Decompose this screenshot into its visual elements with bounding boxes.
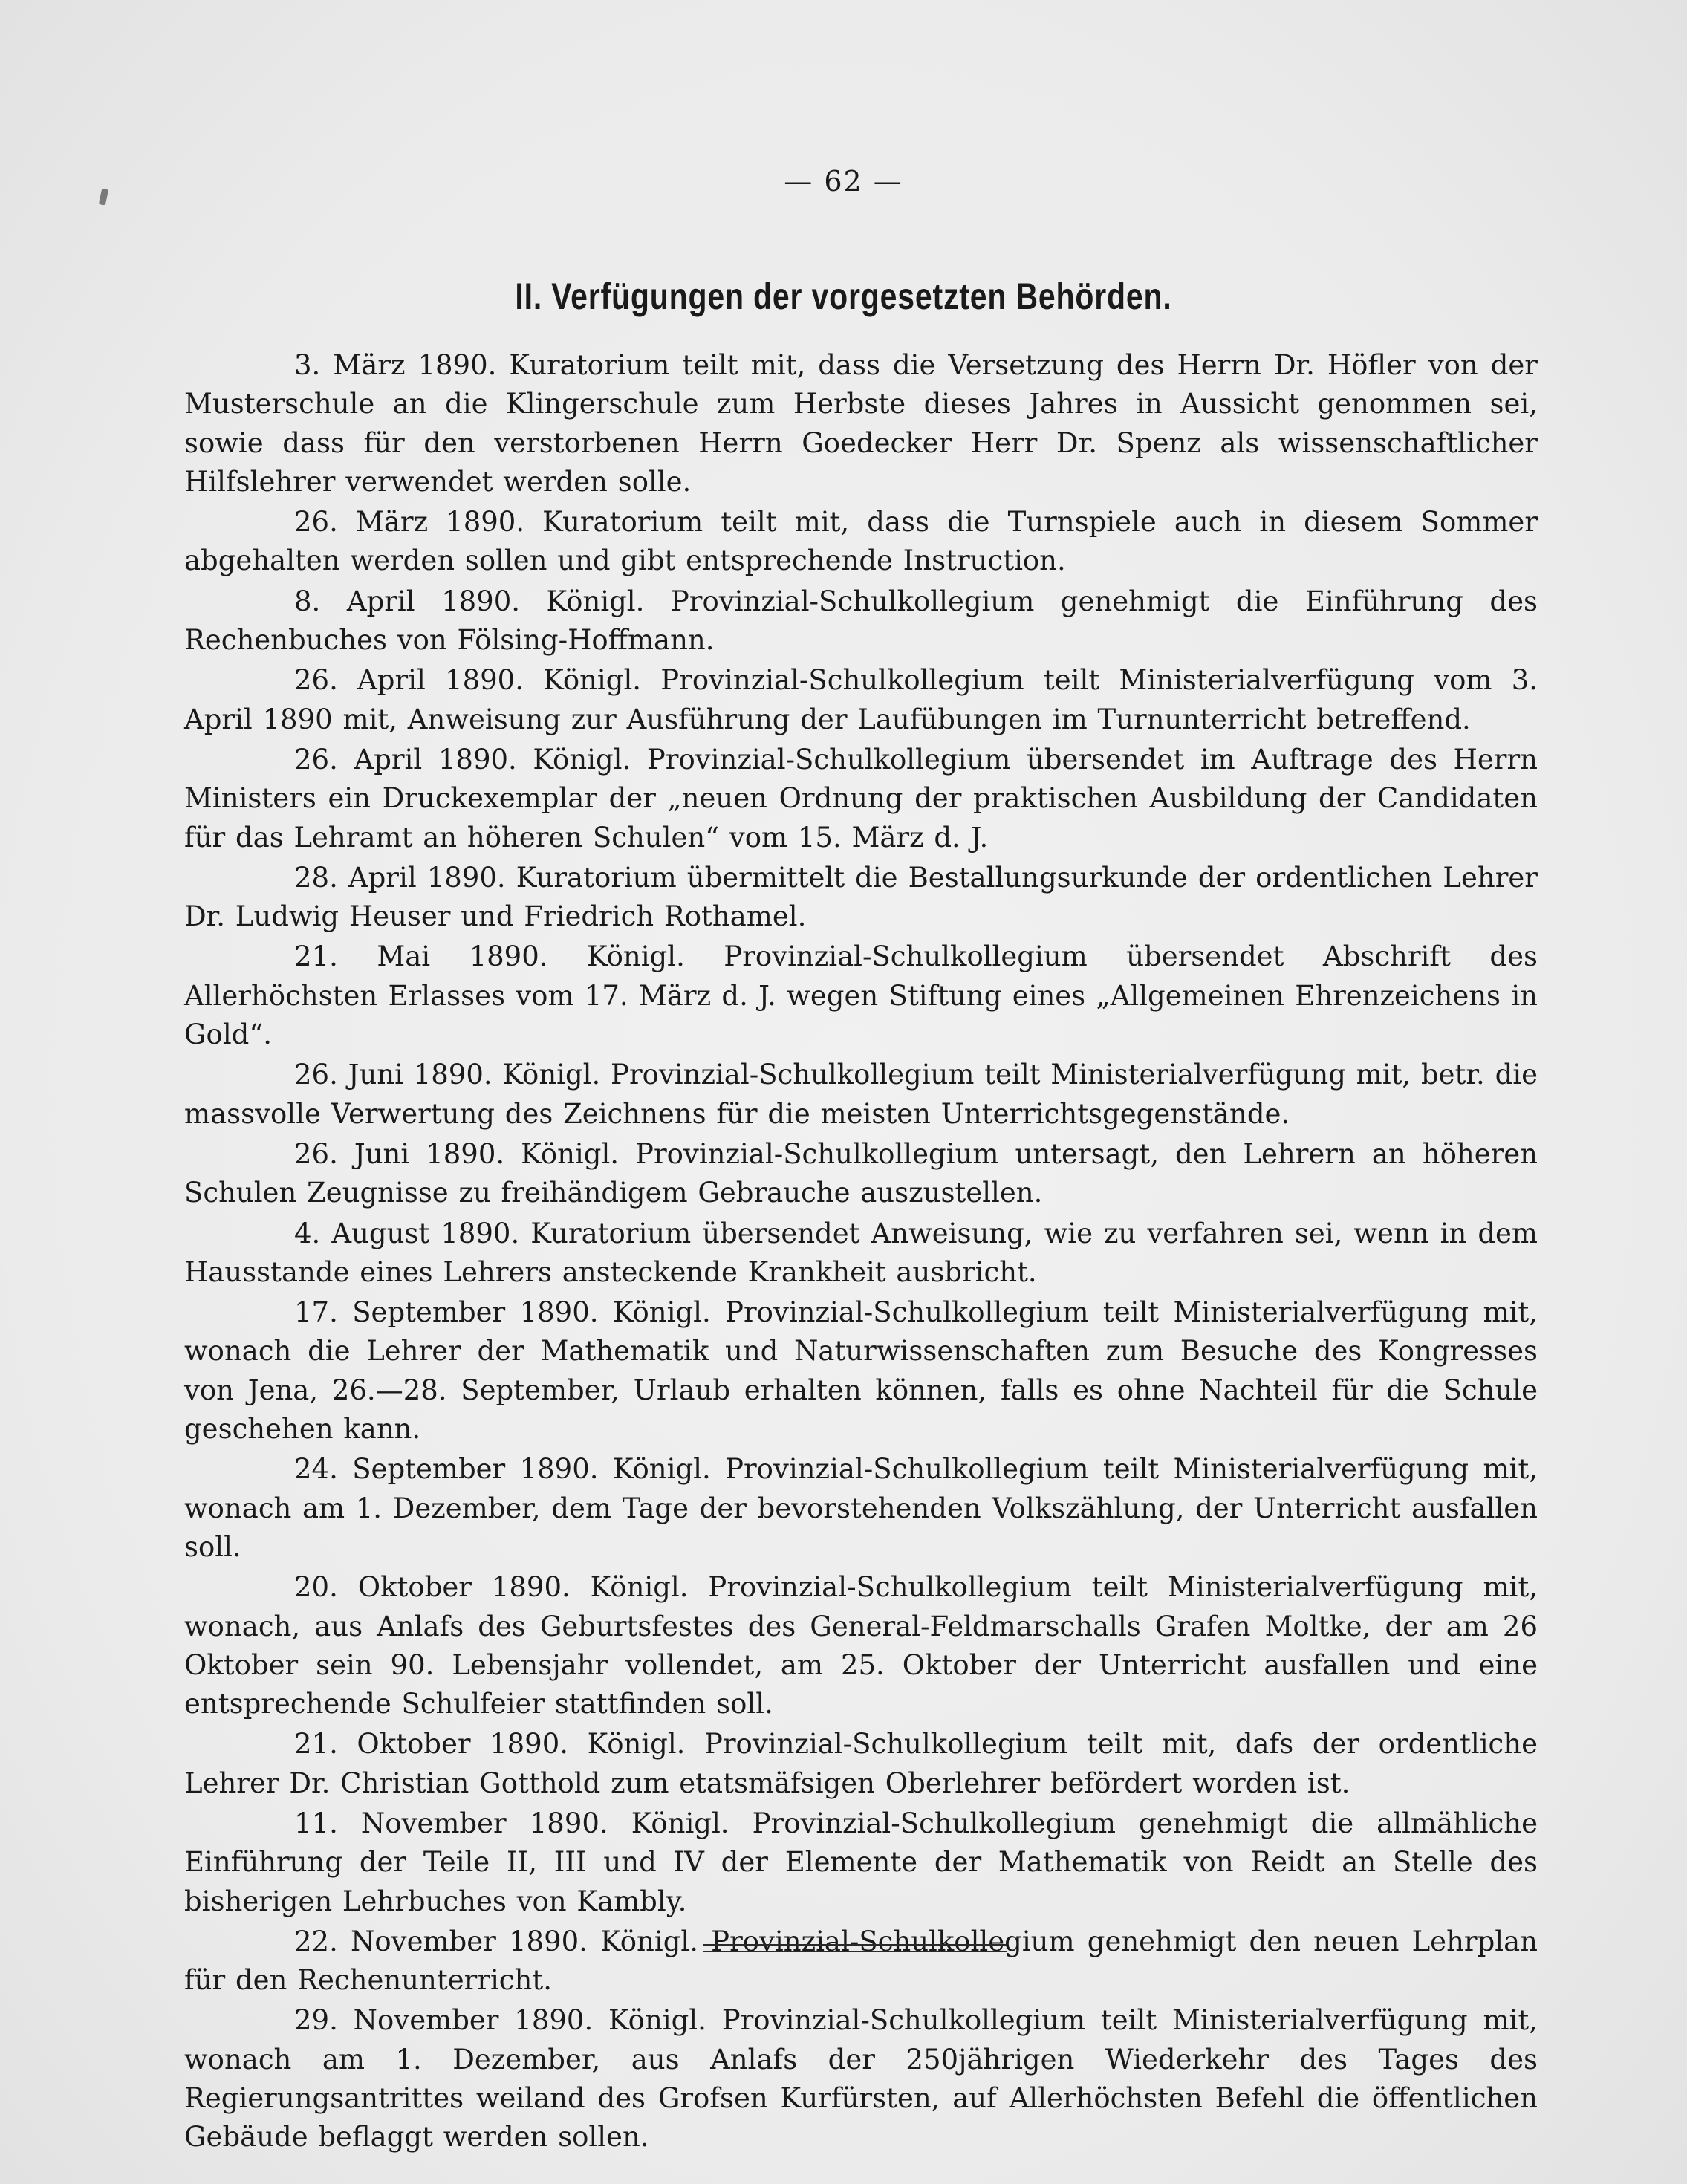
decree-entry: 24. September 1890. Königl. Provinzial-Schulkollegium teilt Ministerialverfügung mit, wonach am 1. Dezember, dem Tage der bevorstehenden Volkszählung, der Unterricht ausfallen soll. [184, 1453, 1538, 1563]
decree-entry: 28. April 1890. Kuratorium übermittelt die Bestallungsurkunde der ordentlichen Lehrer Dr. Ludwig Heuser und Friedrich Rothamel. [184, 861, 1538, 933]
decree-entry: 26. Juni 1890. Königl. Provinzial-Schulkollegium untersagt, den Lehrern an höheren Schulen Zeugnisse zu freihändigem Gebrauche auszustellen. [184, 1137, 1538, 1209]
decree-entry: 26. März 1890. Kuratorium teilt mit, dass die Turnspiele auch in diesem Sommer abgehalten werden sollen und gibt entsprechende Instruction. [184, 506, 1538, 577]
end-double-rule [703, 1944, 1007, 1952]
decree-entry: 17. September 1890. Königl. Provinzial-Schulkollegium teilt Ministerialverfügung mit, wonach die Lehrer der Mathematik und Naturwissenschaften zum Besuche des Kongresses von Jena, 26.—28. September, Urlaub erhalten können, falls es ohne Nachteil für die Schule geschehen kann. [184, 1296, 1538, 1446]
decree-entry: 29. November 1890. Königl. Provinzial-Schulkollegium teilt Ministerialverfügung mit, wonach am 1. Dezember, aus Anlafs der 250jährigen Wiederkehr des Tages des Regierungsantrittes weiland des Grofsen Kurfürsten, auf Allerhöchsten Befehl die öffentlichen Gebäude beflaggt werden sollen. [184, 2004, 1538, 2154]
decree-list [184, 346, 1538, 2159]
decree-entry: 21. Oktober 1890. Königl. Provinzial-Schulkollegium teilt mit, dafs der ordentliche Lehrer Dr. Christian Gotthold zum etatsmäfsigen Oberlehrer befördert worden ist. [184, 1728, 1538, 1799]
decree-entry: 21. Mai 1890. Königl. Provinzial-Schulkollegium übersendet Abschrift des Allerhöchsten Erlasses vom 17. März d. J. wegen Stiftung eines „Allgemeinen Ehrenzeichens in Gold“. [184, 940, 1538, 1051]
decree-entry: 26. April 1890. Königl. Provinzial-Schulkollegium übersendet im Auftrage des Herrn Ministers ein Druckexemplar der „neuen Ordnung der praktischen Ausbildung der Candidaten für das Lehramt an höheren Schulen“ vom 15. März d. J. [184, 743, 1538, 854]
decree-entry: 20. Oktober 1890. Königl. Provinzial-Schulkollegium teilt Ministerialverfügung mit, wonach, aus Anlafs des Geburtsfestes des General-Feldmarschalls Grafen Moltke, der am 26 Oktober sein 90. Lebensjahr vollendet, am 25. Oktober der Unterricht ausfallen und eine entsprechende Schulfeier stattfinden soll. [184, 1571, 1538, 1720]
page-number: — 62 — [784, 165, 903, 198]
decree-entry: 26. April 1890. Königl. Provinzial-Schulkollegium teilt Ministerialverfügung vom 3. April 1890 mit, Anweisung zur Ausführung der Laufübungen im Turnunterricht betreffend. [184, 664, 1538, 735]
decree-entry: 11. November 1890. Königl. Provinzial-Schulkollegium genehmigt die allmähliche Einführung der Teile II, III und IV der Elemente der Mathematik von Reidt an Stelle des bisherigen Lehrbuches von Kambly. [184, 1807, 1538, 1917]
decree-entry: 8. April 1890. Königl. Provinzial-Schulkollegium genehmigt die Einführung des Rechenbuches von Fölsing-Hoffmann. [184, 585, 1538, 657]
section-heading: II. Verfügungen der vorgesetzten Behörden. [515, 276, 1172, 317]
decree-entry: 3. März 1890. Kuratorium teilt mit, dass die Versetzung des Herrn Dr. Höfler von der Musterschule an die Klingerschule zum Herbste dieses Jahres in Aussicht genommen sei, sowie dass für den verstorbenen Herrn Goedecker Herr Dr. Spenz als wissenschaftlicher Hilfslehrer verwendet werden solle. [184, 349, 1538, 498]
decree-entry: 22. November 1890. Königl. Provinzial-Schulkollegium genehmigt den neuen Lehrplan für den Rechenunterricht. [184, 1925, 1538, 1997]
decree-entry: 26. Juni 1890. Königl. Provinzial-Schulkollegium teilt Ministerialverfügung mit, betr. die massvolle Verwertung des Zeichnens für die meisten Unterrichtsgegenstände. [184, 1059, 1538, 1130]
decree-entry: 4. August 1890. Kuratorium übersendet Anweisung, wie zu verfahren sei, wenn in dem Hausstande eines Lehrers ansteckende Krankheit ausbricht. [184, 1217, 1538, 1288]
